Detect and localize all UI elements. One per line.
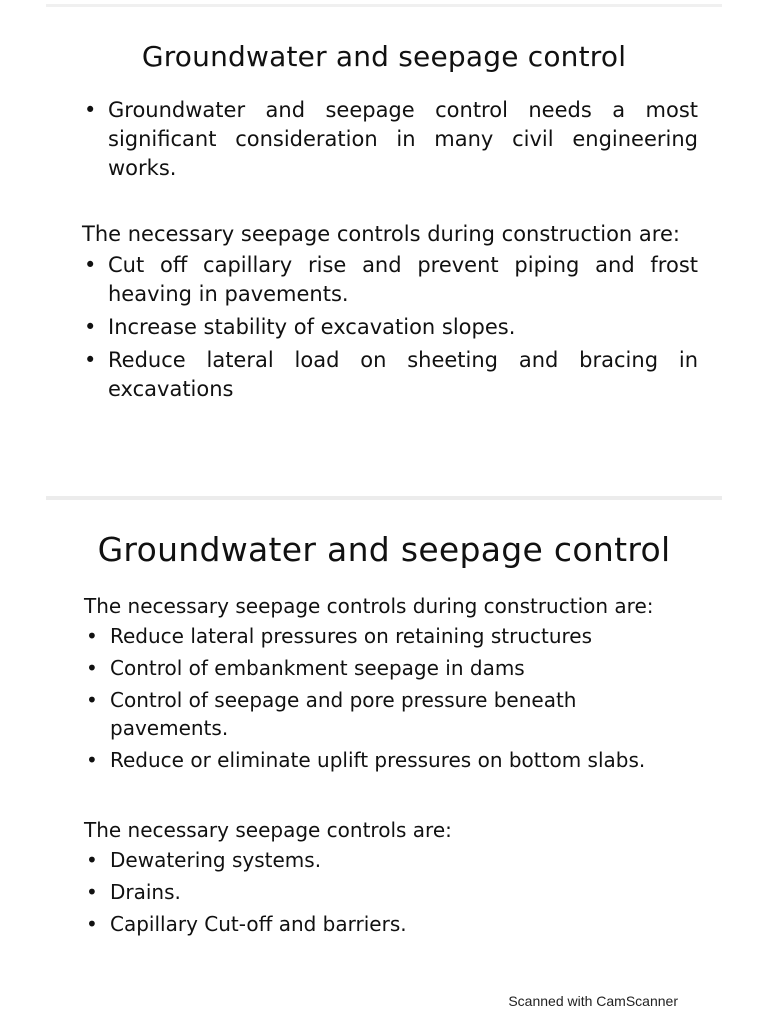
- slide-2-section-1-bullet: • Reduce lateral pressures on retaining structures: [84, 622, 698, 650]
- slide-2: [46, 498, 722, 968]
- slide-2-section-2-list: [84, 846, 698, 938]
- slide-2-section-1-block: [84, 592, 698, 778]
- slide-1: [46, 0, 722, 498]
- slide-2-section-2-bullet: • Capillary Cut-off and barriers.: [84, 910, 698, 938]
- slide-2-title: Groundwater and seepage control: [97, 530, 671, 569]
- scanner-watermark: Scanned with CamScanner: [508, 993, 678, 1009]
- slide-2-section-1-bullet: • Control of embankment seepage in dams: [84, 654, 698, 682]
- slide-2-section-1-intro: The necessary seepage controls during construction are:: [84, 594, 654, 618]
- slide-2-section-2-bullet: • Drains.: [84, 878, 698, 906]
- slide-1-intro-bullet: • Groundwater and seepage control needs a most significant consideration in many civil engineering works.: [82, 96, 698, 183]
- slide-1-section-block: [82, 220, 698, 408]
- slide-2-section-2-bullet: • Dewatering systems.: [84, 846, 698, 874]
- slide-2-section-2-block: [84, 816, 698, 942]
- slide-1-title: Groundwater and seepage control: [141, 40, 627, 73]
- slide-1-section-bullet: • Increase stability of excavation slopes.: [82, 313, 698, 342]
- slide-1-section-bullet: • Reduce lateral load on sheeting and bracing in excavations: [82, 346, 698, 404]
- slide-1-section-list: [82, 251, 698, 404]
- slide-2-section-1-bullet: • Reduce or eliminate uplift pressures on bottom slabs.: [84, 746, 698, 774]
- slide-2-section-1-bullet: • Control of seepage and pore pressure beneath pavements.: [84, 686, 698, 742]
- slide-1-section-intro: The necessary seepage controls during construction are:: [82, 222, 680, 246]
- slide-1-intro-list: [82, 96, 698, 183]
- slide-2-section-2-intro: The necessary seepage controls are:: [84, 818, 452, 842]
- slide-1-section-bullet: • Cut off capillary rise and prevent piping and frost heaving in pavements.: [82, 251, 698, 309]
- slide-1-intro-block: [82, 96, 698, 187]
- slide-2-section-1-list: [84, 622, 698, 774]
